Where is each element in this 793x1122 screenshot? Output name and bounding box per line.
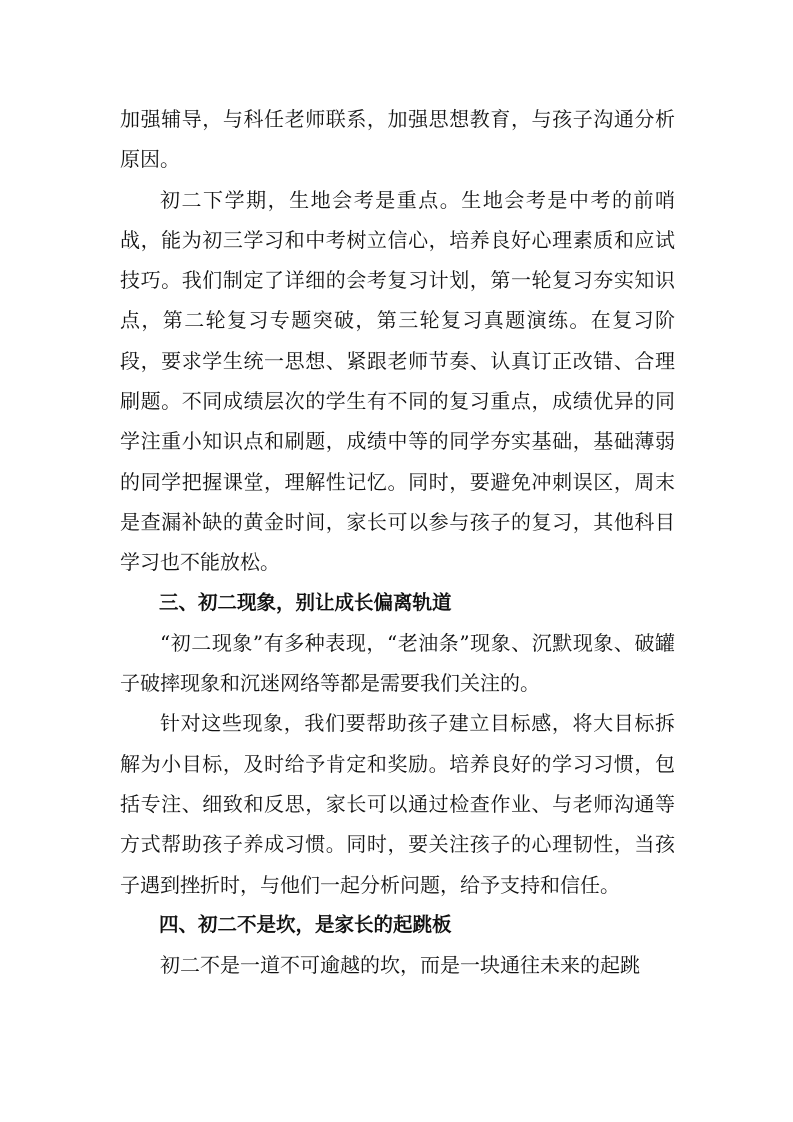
paragraph-countermeasures: 针对这些现象，我们要帮助孩子建立目标感，将大目标拆解为小目标，及时给予肯定和奖励。培养良好的学习习惯，包括专注、细致和反思，家长可以通过检查作业、与老师沟通等方式帮助孩子养成习惯。同时，要关注孩子的心理韧性，当孩子遇到挫折时，与他们一起分析问题，给予支持和信任。 [120, 711, 675, 897]
section-heading-3: 三、初二现象，别让成长偏离轨道 [159, 590, 452, 614]
paragraph-phenomena: “初二现象”有多种表现，“老油条”现象、沉默现象、破罐子破摔现象和沉迷网络等都是需要我们关注的。 [120, 630, 675, 696]
paragraph-continuation: 加强辅导，与科任老师联系，加强思想教育，与孩子沟通分析原因。 [120, 107, 675, 172]
paragraph-springboard: 初二不是一道不可逾越的坎，而是一块通往未来的起跳 [160, 953, 640, 978]
paragraph-huikao-review: 初二下学期，生地会考是重点。生地会考是中考的前哨战，能为初三学习和中考树立信心，培养良好心理素质和应试技巧。我们制定了详细的会考复习计划，第一轮复习夯实知识点，第二轮复习专题突破，第三轮复习真题演练。在复习阶段，要求学生统一思想、紧跟老师节奏、认真订正改错、合理刷题。不同成绩层次的学生有不同的复习重点，成绩优异的同学注重小知识点和刷题，成绩中等的同学夯实基础，基础薄弱的同学把握课堂，理解性记忆。同时，要避免冲刺误区，周末是查漏补缺的黄金时间，家长可以参与孩子的复习，其他科目学习也不能放松。 [120, 187, 675, 575]
section-heading-4: 四、初二不是坎，是家长的起跳板 [159, 912, 452, 936]
document-body [120, 99, 675, 986]
